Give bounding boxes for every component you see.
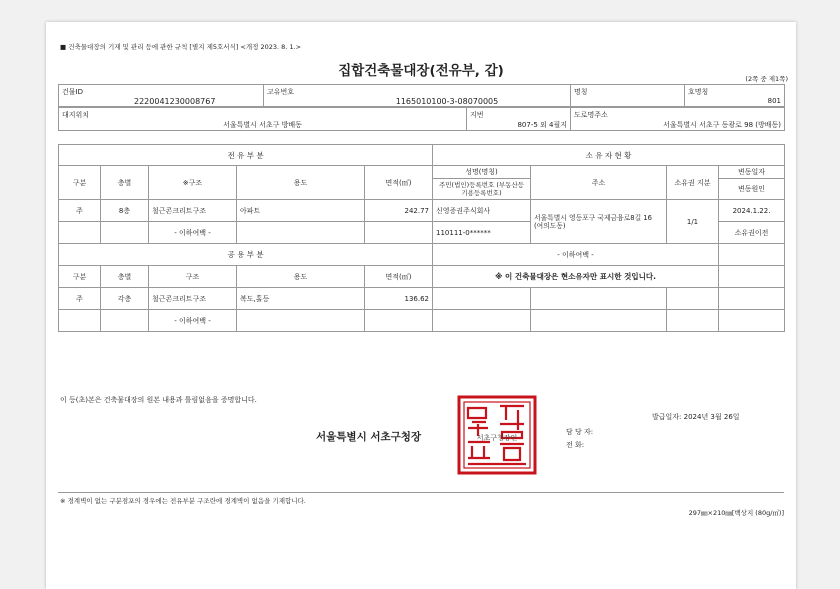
row-floor: 8층 (101, 200, 149, 222)
owner-reg: 110111-0****** (433, 222, 531, 244)
owner-change-cause: 소유권이전 (719, 222, 785, 244)
footnote: ※ 경계벽이 없는 구분점포의 경우에는 전유부분 구조란에 경계벽이 없음을 기재합니다. (60, 497, 306, 505)
lot-label: 지번 (470, 111, 484, 119)
common-row-area: 136.62 (365, 288, 433, 310)
common-row-use: 복도,홀등 (237, 288, 365, 310)
building-id-label: 건물ID (62, 88, 83, 96)
col-use: 용도 (237, 166, 365, 200)
owner-notice: ※ 이 건축물대장은 현소유자만 표시한 것입니다. (433, 266, 719, 288)
common-col-area: 면적(㎡) (365, 266, 433, 288)
name-label: 명칭 (574, 88, 588, 96)
issue-date: 발급일자: 2024년 3월 26일 (652, 413, 740, 421)
document-title: 집합건축물대장(전유부, 갑) (338, 63, 504, 79)
common-col-type: 구분 (59, 266, 101, 288)
table-row (59, 200, 785, 222)
issuer-name: 서울특별시 서초구청장 (316, 431, 422, 443)
building-id-value: 2220041230008767 (134, 97, 216, 106)
row-type: 주 (59, 200, 101, 222)
contact-person: 담 당 자: (566, 428, 594, 436)
common-below-blank: - 이하여백 - (149, 310, 237, 332)
location-label: 대지위치 (62, 111, 90, 119)
certify-text: 이 등(초)본은 건축물대장의 원본 내용과 틀림없음을 증명합니다. (60, 396, 257, 404)
unique-no-label: 고유번호 (267, 88, 295, 96)
owner-share: 1/1 (667, 200, 719, 244)
owner-address: 서울특별시 영등포구 국제금융로8길 16 (여의도동) (531, 200, 667, 244)
name-cell (571, 85, 685, 107)
common-row-structure: 철근콘크리트구조 (149, 288, 237, 310)
unit-cell (685, 85, 785, 107)
col-floor: 층별 (101, 166, 149, 200)
form-header-note: ■ 건축물대장의 기재 및 관리 등에 관한 규칙 [별지 제5호서식] <개정 2023. 8. 1.> (60, 43, 302, 51)
row-structure: 철근콘크리트구조 (149, 200, 237, 222)
owner-name: 신영증권주식회사 (433, 200, 531, 222)
col-address: 주소 (531, 166, 667, 200)
paper-spec: 297㎜×210㎜[백상지 (80g/㎡)] (688, 509, 784, 517)
location-cell (59, 108, 467, 131)
phone-label: 전 화: (566, 441, 585, 449)
col-area: 면적(㎡) (365, 166, 433, 200)
location-value: 서울특별시 서초구 방배동 (223, 121, 302, 129)
lot-cell (467, 108, 571, 131)
seal-text: 서초구청장인 (476, 434, 518, 442)
road-cell (571, 108, 785, 131)
col-change-date: 변동일자 (719, 166, 785, 179)
common-row-type: 주 (59, 288, 101, 310)
footer-divider (58, 492, 784, 493)
common-section-header: 공 용 부 분 (59, 244, 433, 266)
unit-label: 호명칭 (688, 88, 709, 96)
unique-no-value: 1165010100-3-08070005 (395, 97, 499, 106)
owner-section-header: 소 유 자 현 황 (433, 145, 785, 166)
document-page (46, 22, 796, 589)
col-share: 소유권 지분 (667, 166, 719, 200)
table-row (59, 310, 785, 332)
common-col-use: 용도 (237, 266, 365, 288)
table-row (59, 288, 785, 310)
road-label: 도로명주소 (574, 111, 608, 119)
building-info-table (58, 84, 785, 107)
common-row-floor: 각층 (101, 288, 149, 310)
below-blank-text: - 이하여백 - (149, 222, 237, 244)
official-seal (456, 394, 538, 476)
owner-change-date: 2024.1.22. (719, 200, 785, 222)
col-owner-name: 성명(명칭) (433, 166, 531, 179)
common-col-structure: 구조 (149, 266, 237, 288)
owner-below-blank: - 이하여백 - (433, 244, 719, 266)
col-type: 구분 (59, 166, 101, 200)
row-use: 아파트 (237, 200, 365, 222)
building-id-cell (59, 85, 264, 107)
location-table (58, 107, 785, 131)
row-area: 242.77 (365, 200, 433, 222)
page-info: (2쪽 중 제1쪽) (745, 75, 788, 83)
col-structure: ※구조 (149, 166, 237, 200)
unit-value: 801 (767, 97, 781, 105)
col-change-cause: 변동원인 (719, 179, 785, 200)
unique-no-cell (264, 85, 571, 107)
ownership-table (58, 144, 785, 332)
common-col-floor: 층별 (101, 266, 149, 288)
col-owner-reg: 주민(법인)등록번호 (부동산등기용등록번호) (433, 179, 531, 200)
lot-value: 807-5 외 4필지 (517, 121, 567, 129)
exclusive-section-header: 전 유 부 분 (59, 145, 433, 166)
road-value: 서울특별시 서초구 동광로 98 (방배동) (663, 121, 781, 129)
